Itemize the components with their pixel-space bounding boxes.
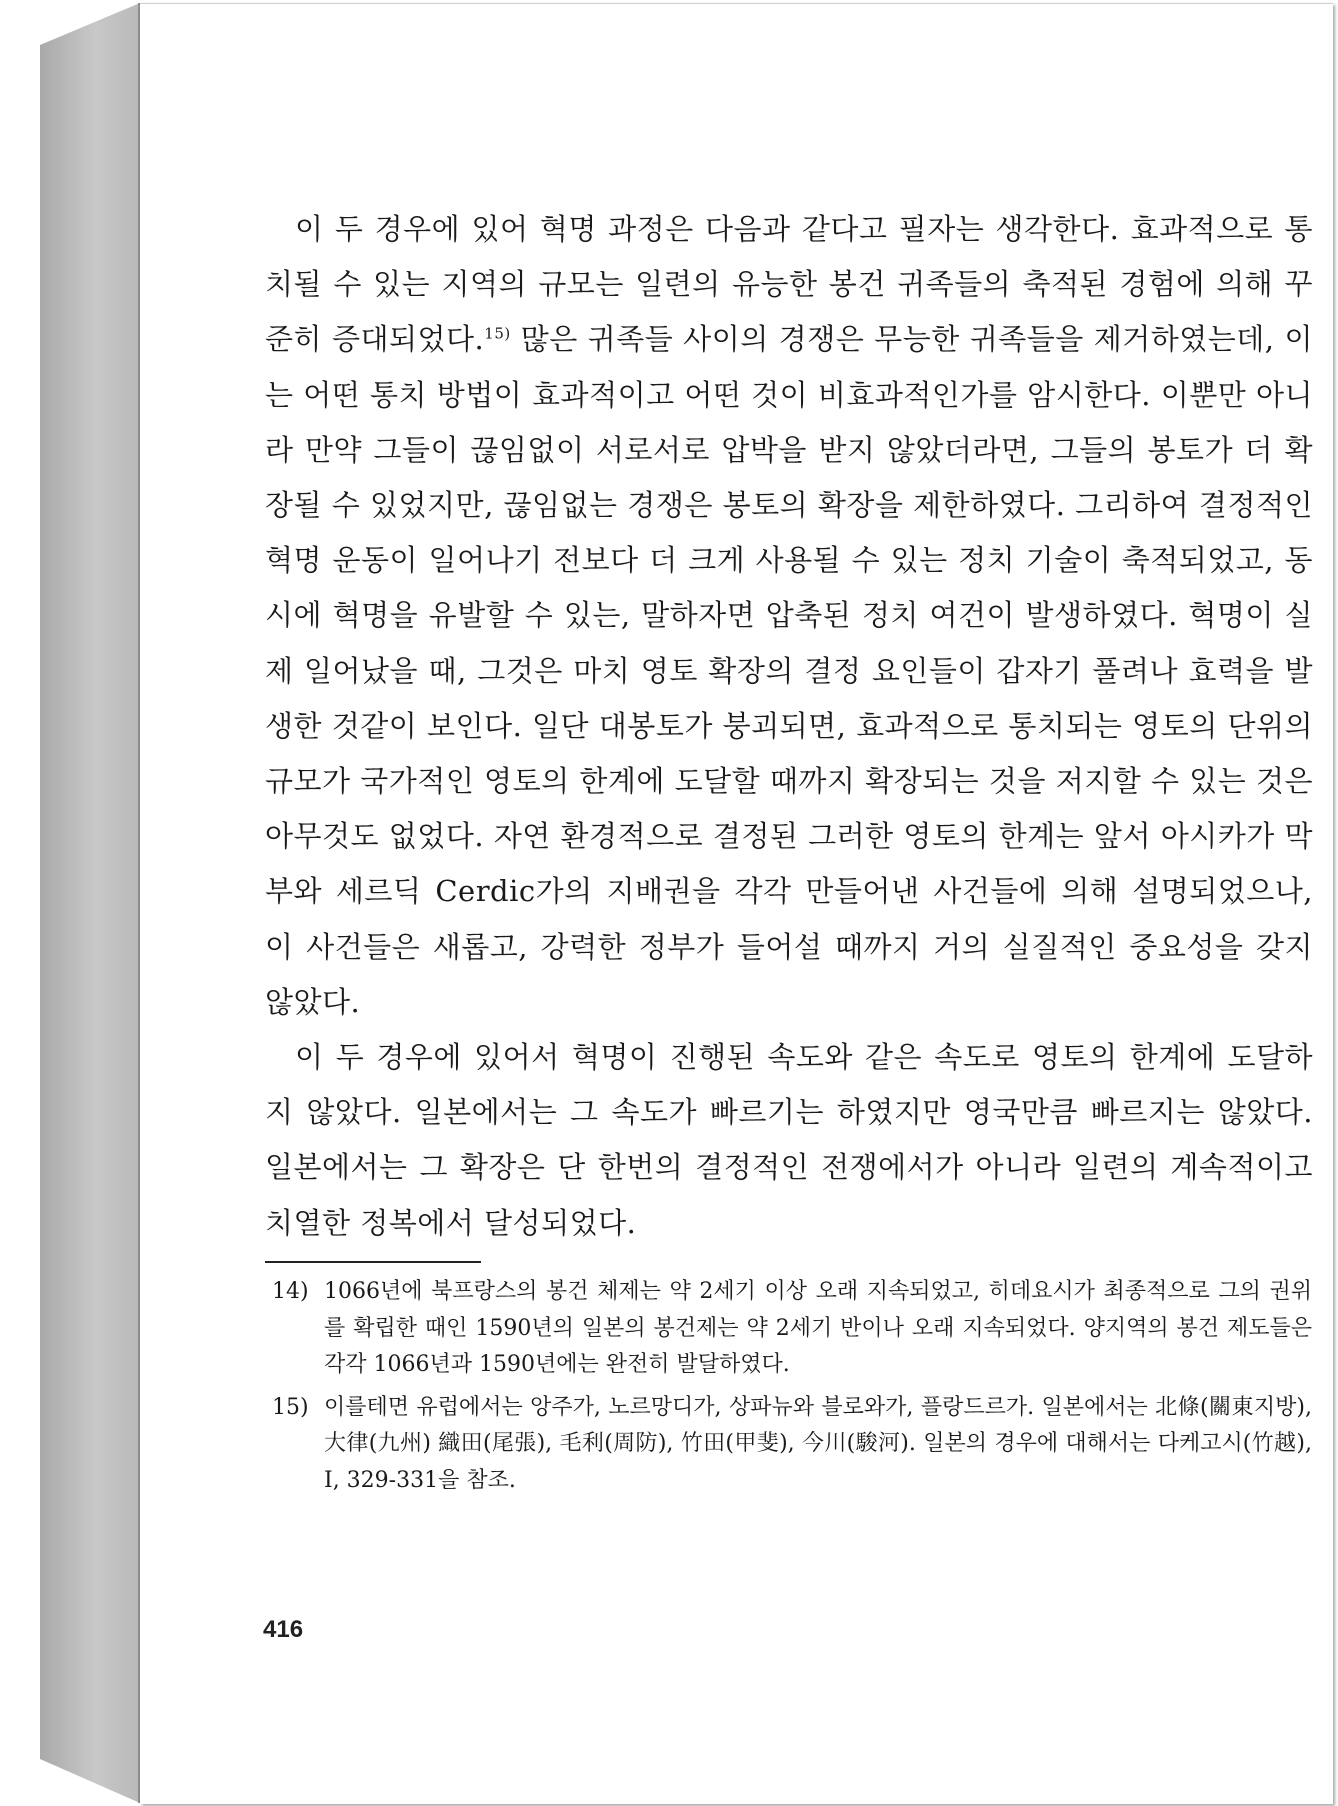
paragraph-1-text-end: 많은 귀족들 사이의 경쟁은 무능한 귀족들을 제거하였는데, 이는 어떤 통치 방법이 효과적이고 어떤 것이 비효과적인가를 암시한다. 이뿐만 아니라 만약 그들이 끊임없이 서로서로 압박을 받지 않았더라면, 그들의 봉토가 더 확장될 수 있었지만, 끊임없는 경쟁은 봉토의 확장을 제한하였다. 그리하여 결정적인 혁명 운동이 일어나기 전보다 더 크게 사용될 수 있는 정치 기술이 축적되었고, 동시에 혁명을 유발할 수 있는, 말하자면 압축된 정치 여건이 발생하였다. 혁명이 실제 일어났을 때, 그것은 마치 영토 확장의 결정 요인들이 갑자기 풀려나 효력을 발생한 것같이 보인다. 일단 대봉토가 붕괴되면, 효과적으로 통치되는 영토의 단위의 규모가 국가적인 영토의 한계에 도달할 때까지 확장되는 것을 저지할 수 있는 것은 아무것도 없었다. 자연 환경적으로 결정된 그러한 영토의 한계는 앞서 아시카가 막부와 세르딕 Cerdic가의 지배권을 각각 만들어낸 사건들에 의해 설명되었으나, 이 사건들은 새롭고, 강력한 정부가 들어설 때까지 거의 실질적인 중요성을 갖지 않았다.	[265, 322, 1313, 1019]
page-number: 416	[263, 1616, 304, 1643]
footnote-15	[272, 1390, 1312, 1500]
footnote-number: 15)	[272, 1394, 309, 1420]
body-text	[265, 202, 1313, 1251]
paragraph-1	[265, 202, 1313, 1030]
book-spine	[40, 3, 140, 1803]
paragraph-2: 이 두 경우에 있어서 혁명이 진행된 속도와 같은 속도로 영토의 한계에 도달하지 않았다. 일본에서는 그 속도가 빠르기는 하였지만 영국만큼 빠르지는 않았다. 일본에서는 그 확장은 단 한번의 결정적인 전쟁에서가 아니라 일련의 계속적이고 치열한 정복에서 달성되었다.	[265, 1040, 1313, 1240]
book-page	[140, 3, 1333, 1804]
footnote-14	[272, 1274, 1312, 1384]
footnote-number: 14)	[272, 1279, 309, 1304]
footnotes	[272, 1274, 1312, 1505]
paragraph-1-text-start: 이 두 경우에 있어 혁명 과정은 다음과 같다고 필자는 생각한다. 효과적으로 통치될 수 있는 지역의 규모는 일련의 유능한 봉건 귀족들의 축적된 경험에 의해 꾸준히 증대되었다.	[265, 212, 1313, 357]
footnote-divider	[265, 1261, 481, 1263]
footnote-reference-15: 15)	[484, 324, 511, 343]
footnote-text: 이를테면 유럽에서는 앙주가, 노르망디가, 상파뉴와 블로와가, 플랑드르가. 일본에서는 北條(關東지방), 大律(九州) 織田(尾張), 毛利(周防), 竹田(甲斐), 今川(駿河). 일본의 경우에 대해서는 다케고시(竹越), Ⅰ, 329-331을 참조.	[324, 1394, 1312, 1493]
footnote-text: 1066년에 북프랑스의 봉건 체제는 약 2세기 이상 오래 지속되었고, 히데요시가 최종적으로 그의 권위를 확립한 때인 1590년의 일본의 봉건제는 약 2세기 반이나 오래 지속되었다. 양지역의 봉건 제도들은 각각 1066년과 1590년에는 완전히 발달하였다.	[324, 1279, 1312, 1377]
